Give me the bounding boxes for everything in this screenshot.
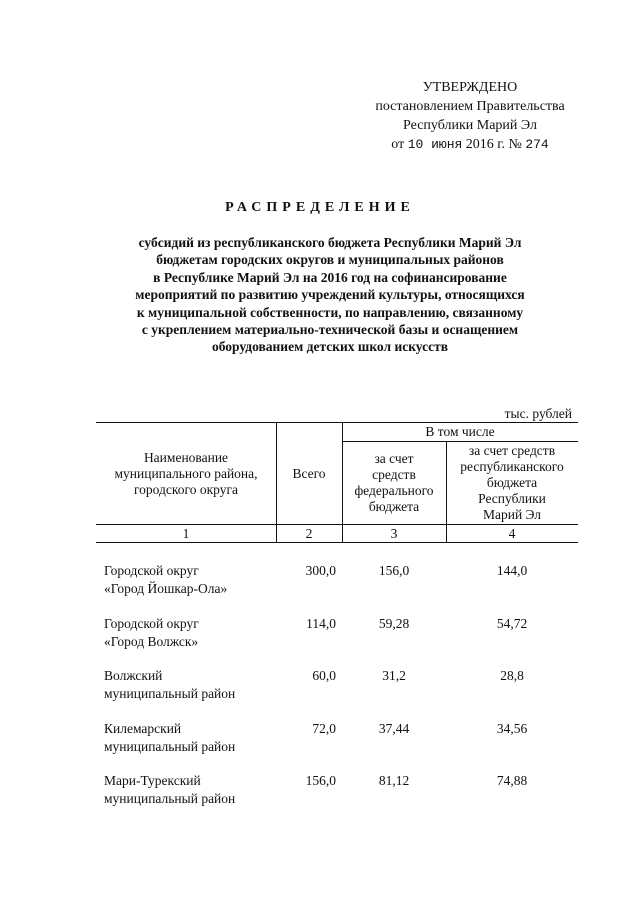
subtitle-line: мероприятий по развитию учреждений культуры, относящихся	[135, 287, 525, 303]
table-row	[96, 562, 578, 615]
header-republic-line: Марий Эл	[482, 507, 542, 522]
header-federal-line: средств	[372, 467, 416, 482]
approved-by: постановлением Правительства	[375, 99, 565, 114]
column-number: 3	[342, 525, 447, 542]
row-republic: 28,8	[500, 668, 524, 683]
column-number: 1	[96, 525, 277, 542]
document-title: РАСПРЕДЕЛЕНИЕ	[225, 200, 415, 215]
table-body	[96, 562, 578, 825]
row-name	[104, 562, 284, 598]
number-prefix: №	[508, 137, 522, 152]
header-name-line: Наименование	[143, 449, 229, 465]
row-name-line: муниципальный район	[104, 738, 236, 754]
row-name-line: муниципальный район	[104, 686, 236, 701]
row-republic: 74,88	[496, 773, 528, 788]
column-numbers-row	[96, 524, 578, 542]
approval-stamp	[360, 78, 580, 154]
row-federal: 156,0	[378, 563, 410, 578]
header-republic	[446, 442, 578, 524]
row-republic: 144,0	[496, 563, 528, 578]
row-name	[104, 667, 284, 703]
header-federal-line: федерального	[354, 483, 434, 498]
row-federal: 31,2	[382, 668, 406, 683]
approval-day-month: 10 июня	[407, 137, 463, 152]
row-total: 72,0	[312, 720, 336, 736]
table-header	[96, 422, 578, 543]
row-total: 60,0	[312, 668, 336, 683]
row-name	[104, 772, 284, 808]
row-republic: 54,72	[496, 615, 528, 631]
header-republic-line: республиканского	[460, 459, 564, 474]
column-number: 4	[508, 525, 516, 541]
row-republic: 34,56	[496, 720, 528, 736]
approval-number: 274	[525, 137, 549, 152]
row-name-line: Городской округ	[104, 615, 199, 631]
subtitle-line: бюджетам городских округов и муниципальных районов	[156, 252, 504, 268]
row-federal: 59,28	[378, 615, 410, 631]
row-federal: 37,44	[378, 720, 410, 736]
header-name-line: муниципального района,	[114, 465, 258, 481]
row-total: 300,0	[305, 563, 336, 578]
row-name-line: «Город Йошкар-Ола»	[104, 581, 228, 596]
header-republic-line: бюджета	[486, 475, 538, 490]
row-name-line: Килемарский	[104, 720, 182, 736]
header-federal-line: бюджета	[368, 499, 420, 514]
row-name-line: Волжский	[104, 668, 163, 683]
header-republic-line: Республики	[478, 491, 546, 506]
table-row	[96, 720, 578, 773]
header-name	[96, 423, 277, 524]
row-name-line: Городской округ	[104, 563, 199, 578]
row-federal: 81,12	[378, 773, 410, 788]
subtitle-line: с укреплением материально-технической базы и оснащением	[141, 322, 519, 338]
subtitle-line: к муниципальной собственности, по направлению, связанному	[136, 304, 524, 320]
row-name	[104, 720, 284, 756]
table-row	[96, 615, 578, 668]
row-name-line: Мари-Турекский	[104, 773, 201, 788]
approved-org: Республики Марий Эл	[403, 118, 537, 133]
units-label: тыс. рублей	[504, 406, 572, 421]
approval-date-line	[360, 135, 580, 154]
header-federal	[342, 442, 447, 524]
table-row	[96, 772, 578, 825]
row-name	[104, 615, 284, 651]
header-including: В том числе	[342, 423, 578, 442]
row-total: 156,0	[305, 773, 336, 788]
approval-year: 2016 г.	[465, 137, 505, 152]
subtitle-line: оборудованием детских школ искусств	[211, 339, 449, 355]
row-name-line: «Город Волжск»	[104, 633, 199, 649]
document-subtitle	[110, 234, 550, 356]
approved-label: УТВЕРЖДЕНО	[422, 80, 518, 95]
row-total: 114,0	[306, 615, 336, 631]
column-number: 2	[276, 525, 343, 542]
table-row	[96, 667, 578, 720]
date-prefix: от	[391, 137, 405, 152]
header-republic-line: за счет средств	[468, 443, 556, 458]
header-total: Всего	[276, 423, 343, 524]
subtitle-line: в Республике Марий Эл на 2016 год на софинансирование	[153, 269, 507, 285]
subtitle-line: субсидий из республиканского бюджета Республики Марий Эл	[138, 235, 522, 250]
header-federal-line: за счет	[374, 451, 414, 466]
header-name-line: городского округа	[133, 481, 239, 497]
row-name-line: муниципальный район	[104, 791, 236, 806]
